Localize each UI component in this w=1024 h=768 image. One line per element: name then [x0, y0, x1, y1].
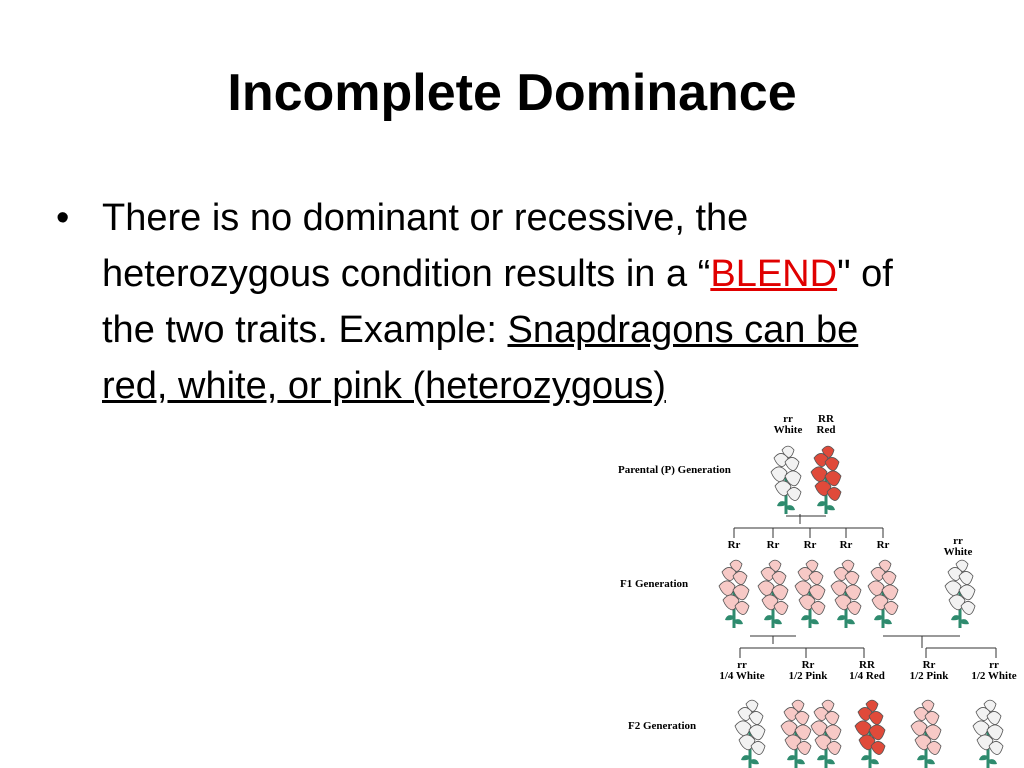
parent-red-flower [811, 446, 841, 514]
f2-genotype-3: RR [859, 659, 875, 671]
f1-generation-label: F1 Generation [620, 578, 689, 590]
f1-pink-flower-2 [758, 560, 788, 628]
f2-pink-flower-1 [781, 700, 811, 768]
f2-ratio-3: 1/4 Red [849, 670, 885, 682]
f1-pink-flower-1 [719, 560, 749, 628]
f1-extra-label [936, 536, 980, 558]
f2-red-flower [855, 700, 885, 768]
bullet-text [102, 190, 916, 414]
parental-generation-label: Parental (P) Generation [618, 464, 731, 476]
f2-ratio-2: 1/2 Pink [788, 670, 828, 682]
f2-ratio-4: 1/2 Pink [909, 670, 949, 682]
snapdragon-cross-diagram [600, 404, 1024, 768]
parent-red-genotype: RR [818, 413, 834, 425]
f2-label-2 [780, 660, 836, 682]
f2-genotype-1: rr [737, 659, 747, 671]
bullet-dot: • [56, 197, 70, 239]
f2-label-1 [712, 660, 772, 682]
f1-extra-genotype: rr [953, 535, 963, 547]
f2-white-flower-2 [973, 700, 1003, 768]
f1-genotype-1: Rr [727, 539, 741, 551]
f2-pink-flower-3 [911, 700, 941, 768]
f1-extra-phenotype: White [943, 546, 973, 558]
parent-white-phenotype: White [773, 424, 803, 436]
f2-ratio-1: 1/4 White [719, 670, 765, 682]
bullet-text-part1: There is no dominant or recessive, the heterozygous condition results in a “ [102, 197, 749, 295]
parent-white-genotype: rr [783, 413, 793, 425]
blend-keyword: BLEND [710, 253, 838, 295]
snapdragon-example: Snapdragons can be red, white, or pink (heterozygous) [102, 309, 859, 407]
bullet-text-part2: " of the two traits. Example: [102, 253, 893, 351]
f2-pink-flower-2 [811, 700, 841, 768]
f1-pink-flower-5 [868, 560, 898, 628]
f1-white-flower [945, 560, 975, 628]
slide-title: Incomplete Dominance [227, 64, 797, 122]
f1-genotype-4: Rr [839, 539, 853, 551]
parent-white-flower [771, 446, 801, 514]
parent-red-phenotype: Red [816, 424, 836, 436]
f1-genotype-3: Rr [803, 539, 817, 551]
f1-pink-flower-3 [795, 560, 825, 628]
f2-white-flower-1 [735, 700, 765, 768]
bullet-item [56, 190, 916, 414]
f2-label-5 [964, 660, 1024, 682]
f2-generation-label: F2 Generation [628, 720, 697, 732]
parent-red-label [808, 414, 844, 436]
f1-genotype-5: Rr [876, 539, 890, 551]
f2-label-4 [900, 660, 958, 682]
f2-genotype-4: Rr [922, 659, 936, 671]
f2-genotype-5: rr [989, 659, 999, 671]
f2-ratio-5: 1/2 White [971, 670, 1017, 682]
parent-white-label [768, 414, 808, 436]
f1-pink-flower-4 [831, 560, 861, 628]
f1-genotype-2: Rr [766, 539, 780, 551]
f2-label-3 [840, 660, 894, 682]
f2-genotype-2: Rr [801, 659, 815, 671]
